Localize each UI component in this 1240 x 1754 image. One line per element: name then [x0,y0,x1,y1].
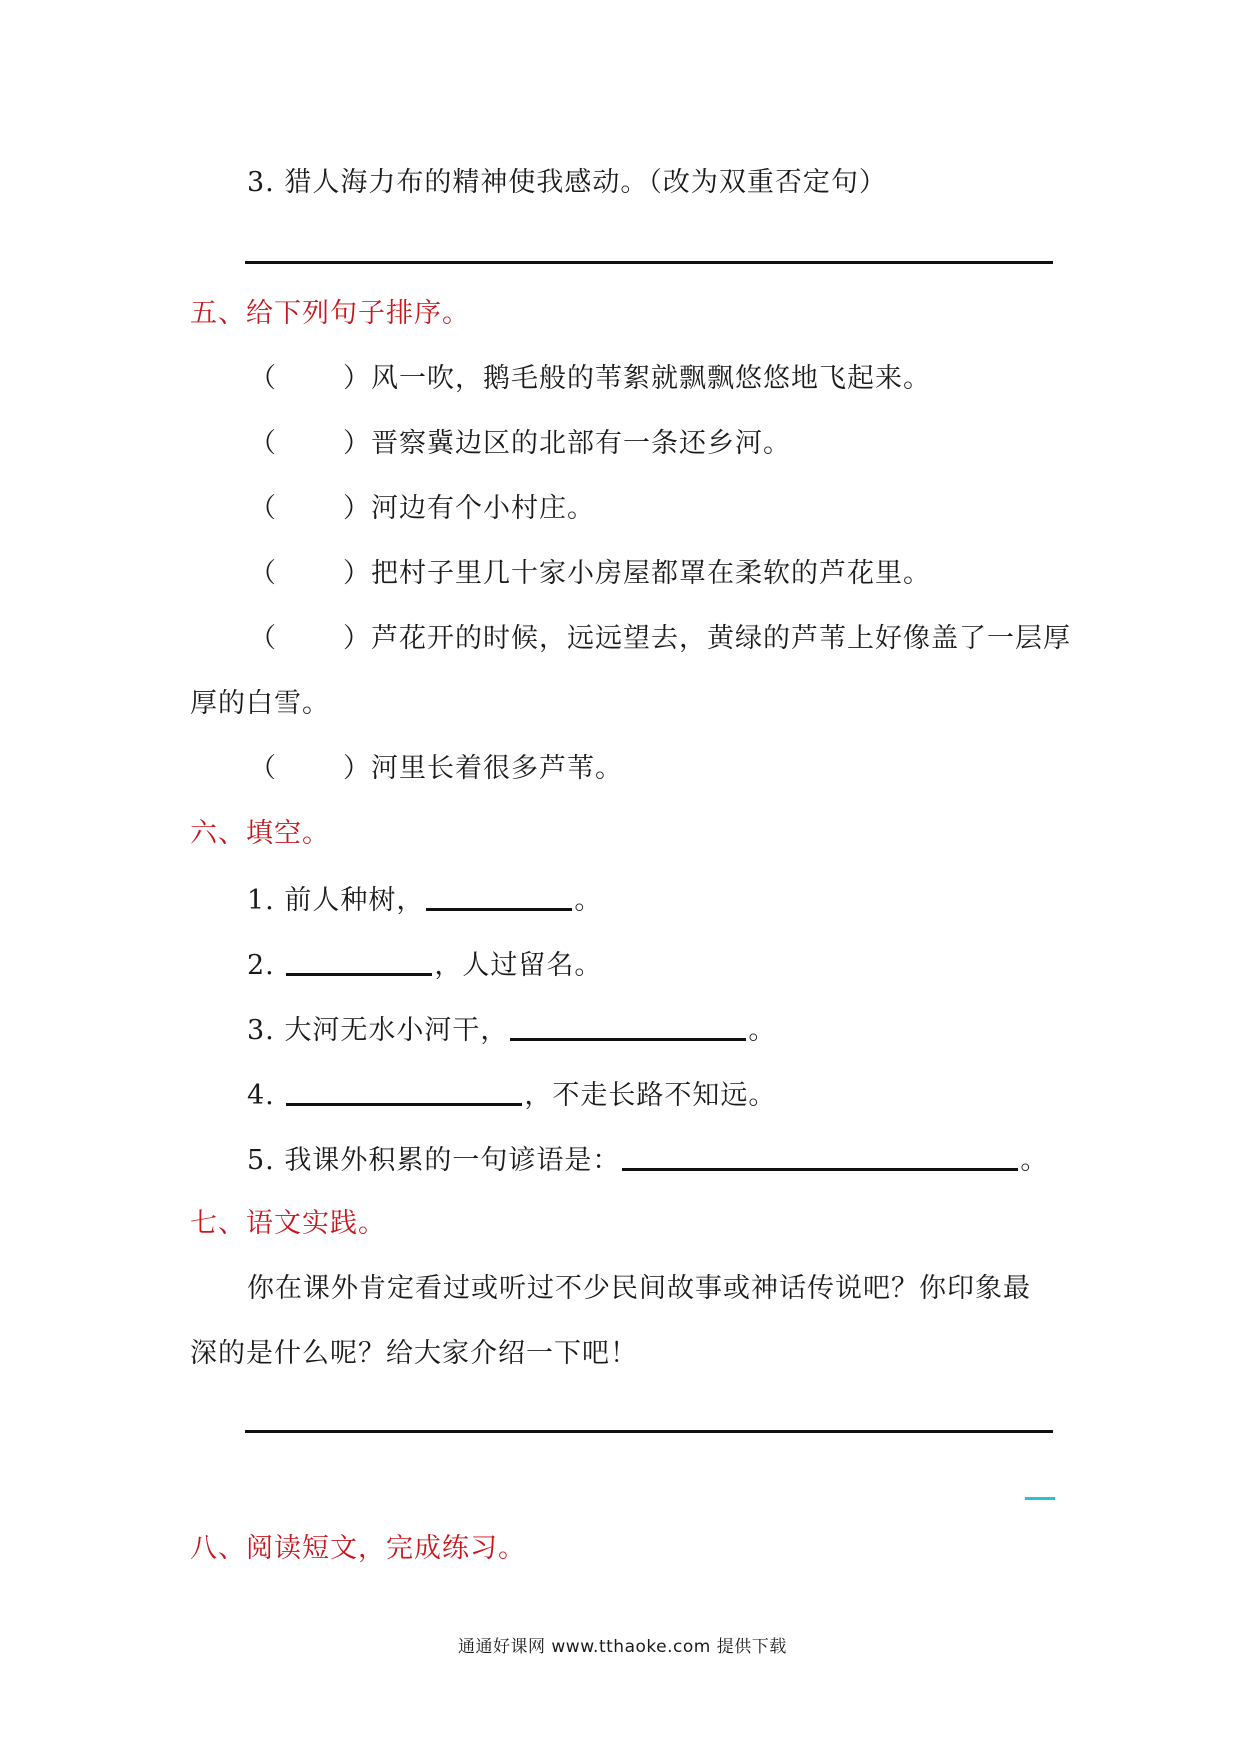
q5-item-3 [249,492,595,526]
q5-item-text: 晋察冀边区的北部有一条还乡河。 [371,428,791,459]
q6-text-after: ，不走长路不知远。 [524,1080,777,1111]
order-paren-close: ） [343,558,371,589]
q6-blank[interactable] [286,947,432,976]
q6-text-after: 。 [574,885,603,916]
q6-item-5 [247,1142,1048,1178]
order-paren-open: （ [249,753,277,784]
q6-text-after: ，人过留名。 [434,950,603,981]
order-paren-open: （ [249,428,277,459]
q7-prompt-line-1: 你在课外肯定看过或听过不少民间故事或神话传说吧？你印象最 [247,1273,1031,1304]
q6-blank[interactable] [622,1142,1018,1171]
q6-text-after: 。 [1020,1145,1049,1176]
q6-blank[interactable] [510,1012,746,1041]
q6-blank[interactable] [286,1077,522,1106]
q6-text-before: 2. [247,950,285,981]
q4-item-3: 3. 猎人海力布的精神使我感动。（改为双重否定句） [247,167,887,198]
q6-title: 六、填空。 [190,818,330,849]
q5-item-1 [249,362,931,396]
q4-answer-line[interactable] [245,261,1053,264]
q5-item-text: 风一吹，鹅毛般的苇絮就飘飘悠悠地飞起来。 [371,363,931,394]
q5-item-2 [249,427,791,461]
order-paren-close: ） [343,493,371,524]
q6-text-after: 。 [748,1015,777,1046]
q6-text-before: 4. [247,1080,285,1111]
q6-item-4 [247,1077,776,1113]
order-paren-close: ） [343,623,371,654]
q5-item-text: 河边有个小村庄。 [371,493,595,524]
q5-item-text: 芦花开的时候，远远望去，黄绿的芦苇上好像盖了一层厚 [371,623,1071,654]
order-paren-open: （ [249,493,277,524]
q6-text-before: 5. 我课外积累的一句谚语是： [247,1145,621,1176]
order-paren-close: ） [343,753,371,784]
order-paren-open: （ [249,363,277,394]
q6-item-2 [247,947,602,983]
q5-item-5-continued: 厚的白雪。 [190,688,330,719]
footer-text: 通通好课网 www.tthaoke.com 提供下载 [458,1637,787,1657]
order-paren-open: （ [249,558,277,589]
q6-text-before: 1. 前人种树， [247,885,425,916]
q5-item-text: 河里长着很多芦苇。 [371,753,623,784]
q5-item-5 [249,622,1071,656]
q5-item-6 [249,752,623,786]
q5-title: 五、给下列句子排序。 [190,298,470,329]
q6-blank[interactable] [426,882,572,911]
q6-item-1 [247,882,602,918]
order-paren-close: ） [343,428,371,459]
cyan-mark [1025,1497,1055,1500]
q6-item-3 [247,1012,776,1048]
order-paren-open: （ [249,623,277,654]
q6-text-before: 3. 大河无水小河干， [247,1015,509,1046]
q5-item-text: 把村子里几十家小房屋都罩在柔软的芦花里。 [371,558,931,589]
order-paren-close: ） [343,363,371,394]
q7-title: 七、语文实践。 [190,1208,386,1239]
q5-item-4 [249,557,931,591]
q8-title: 八、阅读短文，完成练习。 [190,1533,526,1564]
q7-answer-line[interactable] [245,1430,1053,1433]
q7-prompt-line-2: 深的是什么呢？给大家介绍一下吧！ [190,1338,638,1369]
